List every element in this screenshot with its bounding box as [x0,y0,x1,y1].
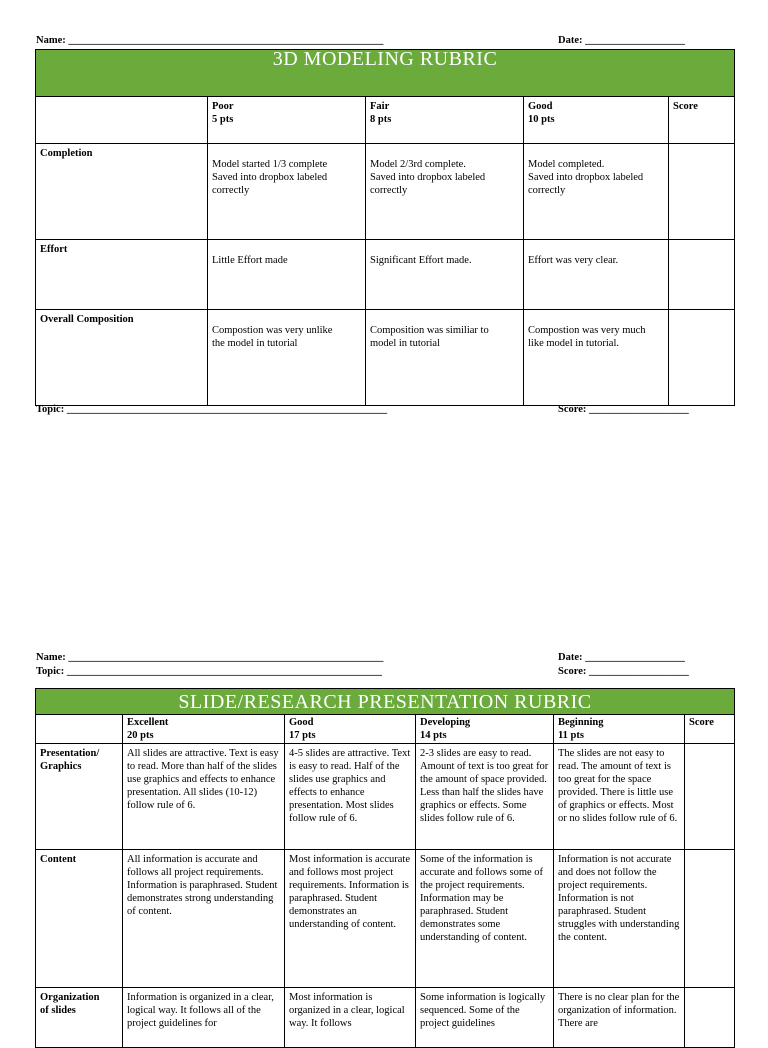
name-line: Name: ____________________________________________________________ [36,652,384,663]
topic-line: Topic: ____________________________________________________________ [36,666,382,677]
cell-score[interactable] [669,144,735,240]
cell-score[interactable] [685,988,735,1048]
header-blank [36,97,208,144]
cell-beginning: There is no clear plan for the organization of information. There are [554,988,685,1048]
topic-line: Topic: _____________________________________________________________ [36,404,388,415]
cell-poor: Compostion was very unlike the model in tutorial [208,310,366,406]
header-score: Score [685,715,735,744]
cell-good: Most information is organized in a clear, logical way. It follows [285,988,416,1048]
cell-developing: Some of the information is accurate and follows some of the project requirements. Information may be paraphrased. Student demonstrates some understanding of content. [416,850,554,988]
header-excellent: Excellent 20 pts [123,715,285,744]
name-line: Name: ____________________________________________________________ [36,35,384,46]
cell-fair: Significant Effort made. [366,240,524,310]
table-row [36,988,735,1048]
row-label-effort: Effort [36,240,208,310]
header-score: Score [669,97,735,144]
header-poor: Poor 5 pts [208,97,366,144]
header-blank [36,715,123,744]
row-label-completion: Completion [36,144,208,240]
cell-score[interactable] [669,240,735,310]
cell-good: 4-5 slides are attractive. Text is easy to read. Half of the slides use graphics and effects to enhance presentation. Most slides follow rule of 6. [285,744,416,850]
cell-good: Model completed. Saved into dropbox labeled correctly [524,144,669,240]
cell-excellent: All information is accurate and follows all project requirements. Information is paraphrased. Student demonstrates strong understanding of content. [123,850,285,988]
table-row [36,744,735,850]
cell-poor: Little Effort made [208,240,366,310]
cell-excellent: Information is organized in a clear, logical way. It follows all of the project guidelines for [123,988,285,1048]
date-line: Date: ___________________ [558,652,685,663]
header-good: Good 17 pts [285,715,416,744]
row-label-organization: Organization of slides [36,988,123,1048]
table-row [36,144,735,240]
date-line: Date: ___________________ [558,35,685,46]
cell-poor: Model started 1/3 complete Saved into dropbox labeled correctly [208,144,366,240]
header-developing: Developing 14 pts [416,715,554,744]
cell-beginning: The slides are not easy to read. The amount of text is too great for the space provided. There is little use of graphics or effects. Most or no slides follow rule of 6. [554,744,685,850]
row-label-presentation-graphics: Presentation/ Graphics [36,744,123,850]
header-row [36,97,735,144]
header-row [36,715,735,744]
cell-beginning: Information is not accurate and does not follow the project requirements. Information is not paraphrased. Student struggles with understanding the content. [554,850,685,988]
cell-fair: Model 2/3rd complete. Saved into dropbox labeled correctly [366,144,524,240]
presentation-rubric-table [35,688,735,1048]
table-row [36,850,735,988]
header-beginning: Beginning 11 pts [554,715,685,744]
rubric-title: 3D MODELING RUBRIC [36,50,735,97]
cell-score[interactable] [669,310,735,406]
cell-good: Most information is accurate and follows most project requirements. Information is paraphrased. Student demonstrates an understanding of content. [285,850,416,988]
header-fair: Fair 8 pts [366,97,524,144]
score-line: Score: ___________________ [558,404,689,415]
modeling-rubric-table [35,49,735,406]
row-label-content: Content [36,850,123,988]
cell-fair: Composition was similiar to model in tutorial [366,310,524,406]
cell-score[interactable] [685,850,735,988]
cell-good: Effort was very clear. [524,240,669,310]
header-good: Good 10 pts [524,97,669,144]
row-label-overall-composition: Overall Composition [36,310,208,406]
cell-excellent: All slides are attractive. Text is easy to read. More than half of the slides use graphics and effects to enhance presentation. All slides (10-12) follow rule of 6. [123,744,285,850]
cell-developing: 2-3 slides are easy to read. Amount of text is too great for the amount of space provided. Less than half the slides have graphics or effects. Some slides follow rule of 6. [416,744,554,850]
cell-developing: Some information is logically sequenced. Some of the project guidelines [416,988,554,1048]
cell-good: Compostion was very much like model in tutorial. [524,310,669,406]
table-row [36,240,735,310]
score-line: Score: ___________________ [558,666,689,677]
rubric-title: SLIDE/RESEARCH PRESENTATION RUBRIC [36,689,735,715]
table-row [36,310,735,406]
cell-score[interactable] [685,744,735,850]
